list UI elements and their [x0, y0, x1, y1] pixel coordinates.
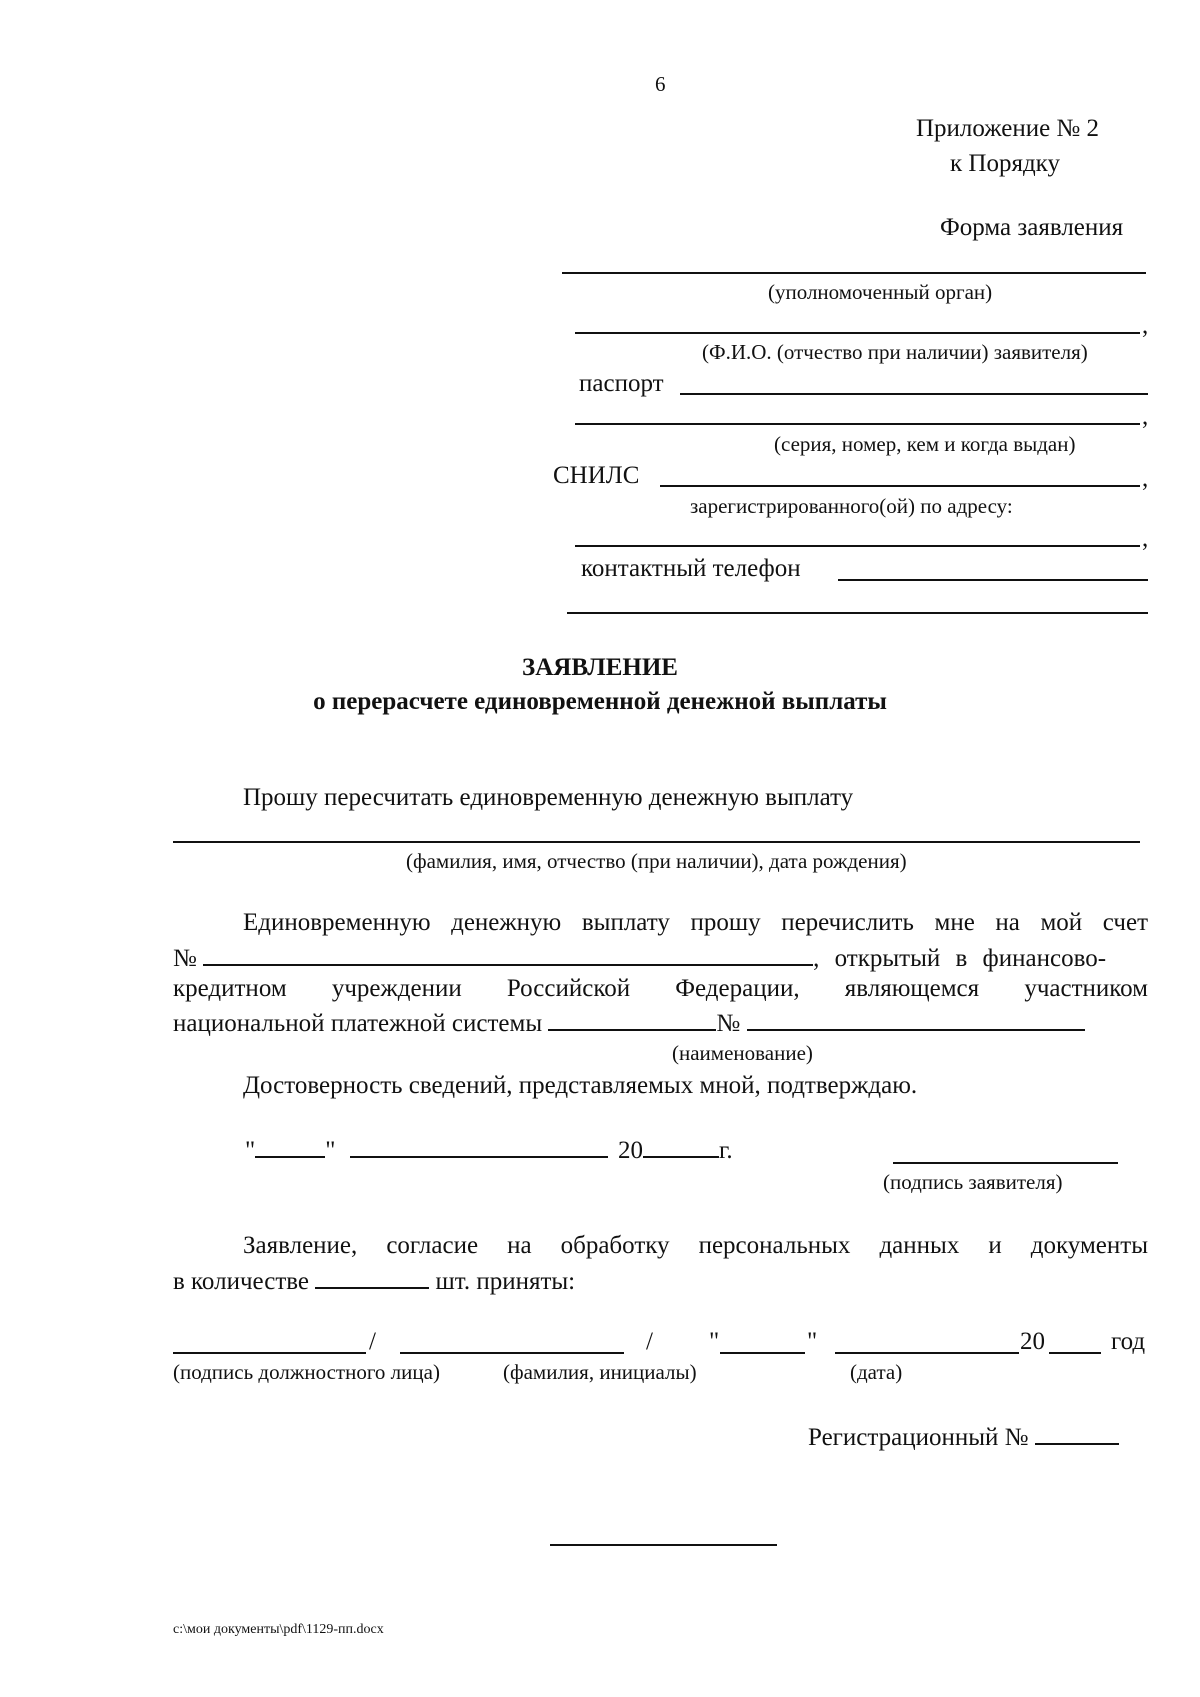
- official-name-field[interactable]: [400, 1352, 624, 1354]
- authority-field[interactable]: [562, 272, 1146, 274]
- phone-label: контактный телефон: [581, 555, 801, 582]
- applicant-year-prefix: 20: [617, 1137, 643, 1164]
- official-day-field[interactable]: [720, 1352, 805, 1354]
- applicant-year-field[interactable]: [643, 1134, 719, 1158]
- bank-name-field[interactable]: [548, 1007, 716, 1031]
- passport-field-2[interactable]: [575, 423, 1140, 425]
- recalc-name-field[interactable]: [173, 841, 1140, 843]
- official-year-field[interactable]: [1049, 1352, 1101, 1354]
- official-name-caption: (фамилия, инициалы): [503, 1360, 697, 1384]
- header-bottom-rule: [567, 612, 1148, 614]
- appendix-line-1: Приложение № 2: [916, 115, 1100, 142]
- confirm-text: Достоверность сведений, представляемых мной, подтверждаю.: [243, 1072, 918, 1099]
- payment-system-text: национальной платежной системы: [173, 1010, 543, 1037]
- footer-file-path: c:\мои документы\pdf\1129-пп.docx: [173, 1622, 384, 1637]
- document-subtitle: о перерасчете единовременной денежной выплаты: [313, 688, 887, 715]
- registration-row: [808, 1421, 1119, 1452]
- official-year-prefix: 20: [1020, 1328, 1045, 1355]
- account-opened-text: , открытый в финансово-: [813, 945, 1107, 972]
- official-day-close-quote: ": [807, 1328, 818, 1355]
- accepted-line-1: [173, 1232, 1148, 1260]
- payment-line-4: [173, 1007, 1085, 1038]
- applicant-signature-field[interactable]: [893, 1162, 1118, 1164]
- snils-comma: ,: [1142, 465, 1149, 492]
- accepted-line-1-text: Заявление, согласие на обработку персональных данных и документы: [243, 1232, 1148, 1259]
- registration-number-field[interactable]: [1035, 1421, 1119, 1445]
- day-close-quote: ": [325, 1137, 336, 1164]
- applicant-day-field[interactable]: [255, 1134, 325, 1158]
- passport-caption: (серия, номер, кем и когда выдан): [774, 432, 1076, 456]
- document-title: ЗАЯВЛЕНИЕ: [522, 654, 678, 681]
- account-number-sign: №: [173, 945, 197, 972]
- account-number-field[interactable]: [203, 942, 813, 966]
- accepted-count-suffix: шт. приняты:: [435, 1268, 576, 1295]
- phone-field[interactable]: [838, 579, 1148, 581]
- official-month-field[interactable]: [835, 1352, 1019, 1354]
- passport-comma: ,: [1142, 403, 1149, 430]
- bank-number-sign: №: [716, 1010, 741, 1037]
- applicant-year-suffix: г.: [718, 1137, 733, 1164]
- snils-label: СНИЛС: [553, 462, 640, 489]
- payment-line-1: [173, 909, 1148, 937]
- address-field[interactable]: [575, 545, 1140, 547]
- documents-count-field[interactable]: [315, 1265, 429, 1289]
- official-date-caption: (дата): [850, 1360, 903, 1384]
- fio-caption: (Ф.И.О. (отчество при наличии) заявителя): [702, 340, 1088, 364]
- payment-line-3-text: кредитном учреждении Российской Федерации, являющемся участником: [173, 975, 1148, 1002]
- applicant-date-row: [245, 1134, 733, 1165]
- address-label: зарегистрированного(ой) по адресу:: [690, 494, 1013, 518]
- passport-label: паспорт: [579, 370, 664, 397]
- applicant-signature-caption: (подпись заявителя): [883, 1170, 1063, 1194]
- official-day-open-quote: ": [709, 1328, 720, 1355]
- form-label: Форма заявления: [940, 214, 1124, 241]
- payment-line-1-text: Единовременную денежную выплату прошу перечислить мне на мой счет: [243, 909, 1148, 936]
- bank-name-caption: (наименование): [672, 1041, 813, 1065]
- official-signature-caption: (подпись должностного лица): [173, 1360, 440, 1384]
- official-year-word: год: [1111, 1328, 1146, 1355]
- address-comma: ,: [1142, 525, 1149, 552]
- accepted-line-2: [173, 1265, 575, 1296]
- applicant-month-field[interactable]: [350, 1134, 608, 1158]
- official-slash-1: /: [369, 1328, 376, 1355]
- page-number: 6: [655, 72, 666, 96]
- fio-comma: ,: [1142, 312, 1149, 339]
- payment-line-3: [173, 975, 1148, 1003]
- appendix-line-2: к Порядку: [950, 150, 1060, 177]
- accepted-count-prefix: в количестве: [173, 1268, 310, 1295]
- official-slash-2: /: [646, 1328, 653, 1355]
- recalc-text: Прошу пересчитать единовременную денежную выплату: [243, 784, 854, 811]
- official-signature-field[interactable]: [173, 1352, 366, 1354]
- authority-caption: (уполномоченный орган): [768, 280, 993, 304]
- fio-field[interactable]: [575, 332, 1140, 334]
- registration-label: Регистрационный №: [808, 1424, 1029, 1451]
- recalc-caption: (фамилия, имя, отчество (при наличии), дата рождения): [406, 849, 907, 873]
- day-open-quote: ": [245, 1137, 256, 1164]
- bottom-separator: [550, 1544, 777, 1546]
- passport-field[interactable]: [680, 393, 1148, 395]
- snils-field[interactable]: [660, 485, 1140, 487]
- bank-number-field[interactable]: [747, 1007, 1085, 1031]
- payment-line-2: [173, 942, 1148, 973]
